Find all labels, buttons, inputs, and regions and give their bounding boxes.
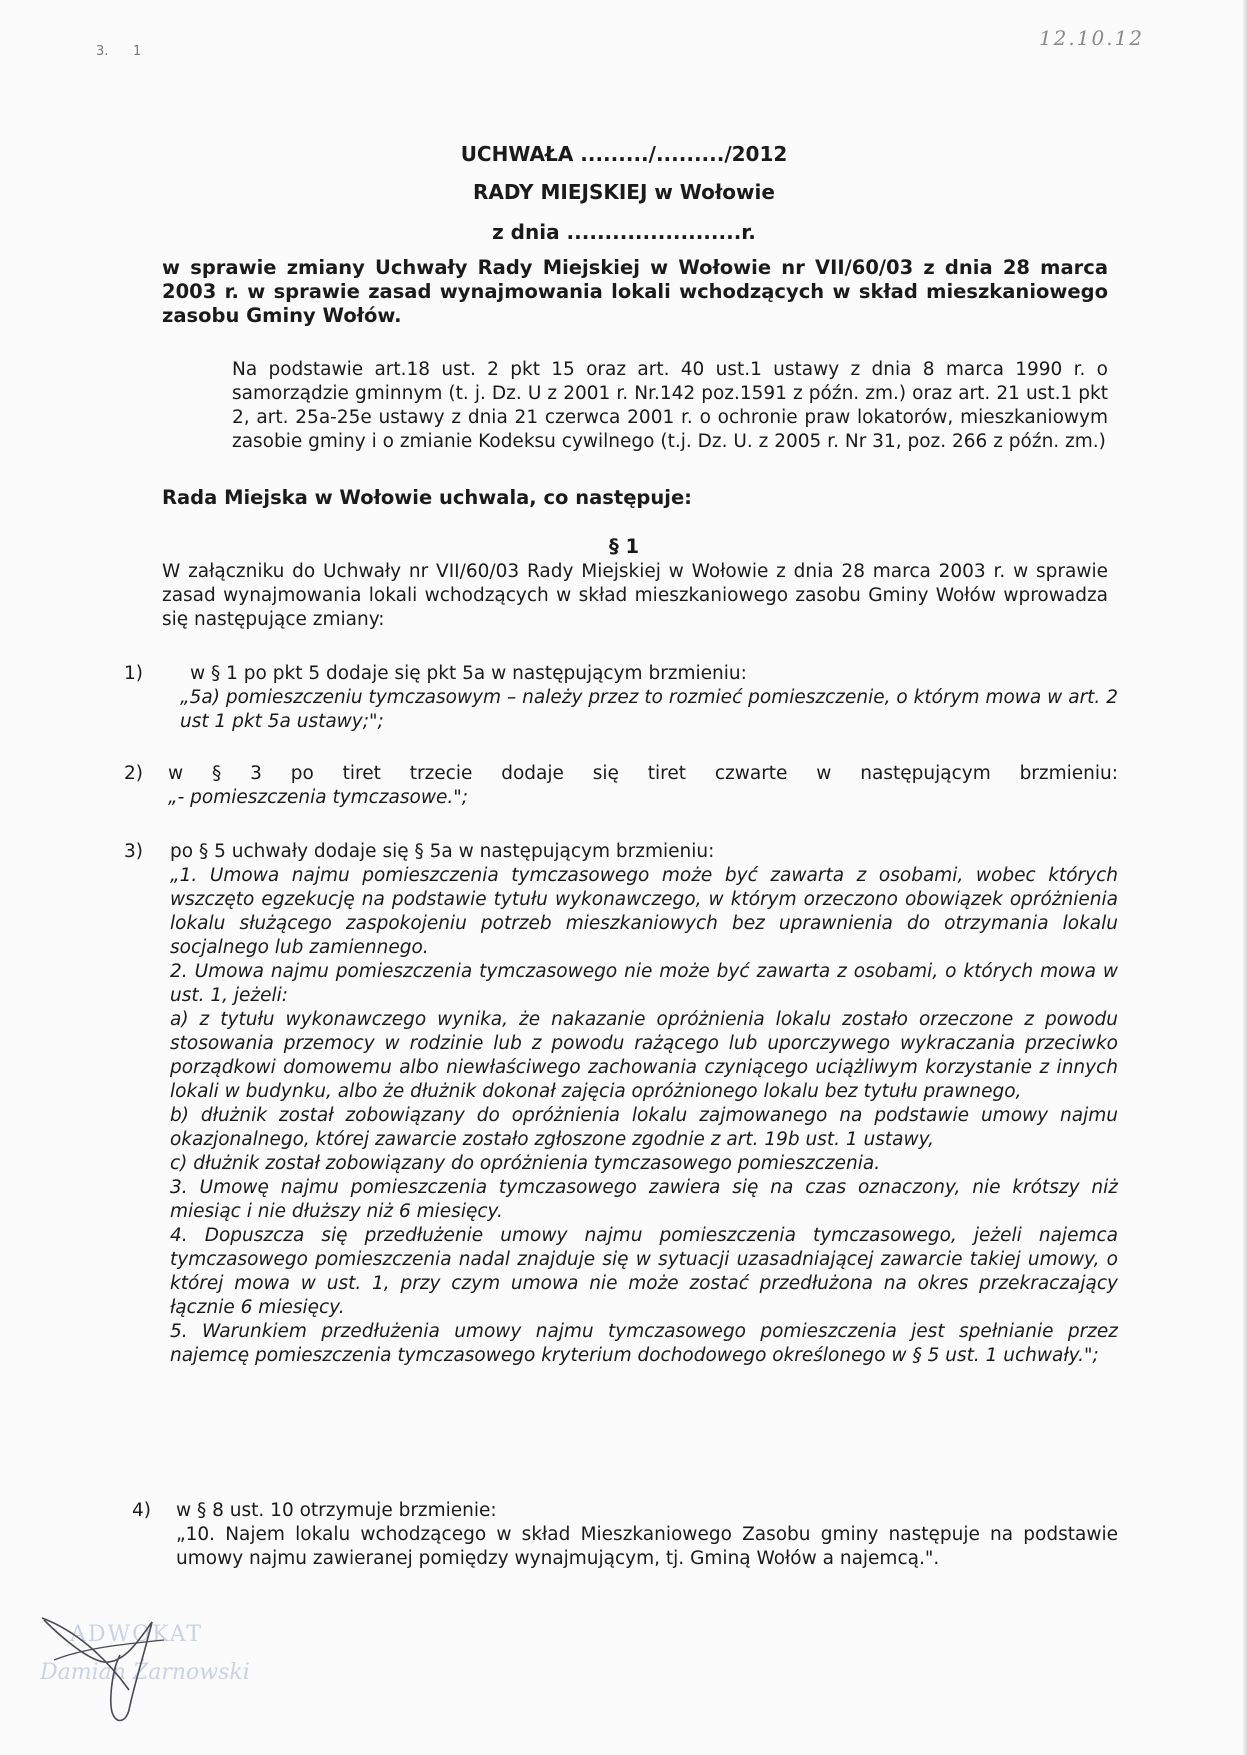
stamp-name: Damian Żarnowski [40, 1660, 250, 1685]
item-paragraph-1: „1. Umowa najmu pomieszczenia tymczasowego może być zawarta z osobami, wobec których wszczęto egzekucję na podstawie tytułu wykonawczego, w którym orzeczono obowiązek opróżnienia lokalu służącego zaspokojeniu potrzeb mieszkaniowych bez uprawnienia do otrzymania lokalu socjalnego lub zamiennego. [170, 865, 1118, 958]
item-quoted-text: „10. Najem lokalu wchodzącego w skład Mieszkaniowego Zasobu gminy następuje na podstawie umowy najmu zawieranej pomiędzy wynajmującym, tj. Gminą Wołów a najemcą.". [176, 1524, 1118, 1569]
legal-basis [162, 358, 1108, 454]
item-number: 3) [124, 841, 143, 862]
corner-mark-left: 3. [96, 44, 109, 59]
section-mark: § 1 [608, 535, 640, 558]
item-lead: po § 5 uchwały dodaje się § 5a w następującym brzmieniu: [170, 841, 715, 862]
corner-mark-right: 1 [133, 44, 142, 59]
resolution-number: UCHWAŁA ........./........./2012 [460, 142, 788, 166]
resolution-date: z dnia .......................r. [492, 220, 756, 244]
item-paragraph-2b: b) dłużnik został zobowiązany do opróżnienia lokalu zajmowanego na podstawie umowy najmu okazjonalnego, której zawarcie zostało zgłoszone zgodnie z art. 19b ust. 1 ustawy, [170, 1105, 1118, 1150]
item-lead: w § 8 ust. 10 otrzymuje brzmienie: [176, 1500, 497, 1521]
council-name: RADY MIEJSKIEJ w Wołowie [473, 180, 775, 204]
item-lead: w § 1 po pkt 5 dodaje się pkt 5a w następującym brzmieniu: [190, 663, 747, 684]
item-paragraph-2: 2. Umowa najmu pomieszczenia tymczasowego nie może być zawarta z osobami, o których mowa w ust. 1, jeżeli: [170, 961, 1118, 1006]
amendment-item-2 [124, 762, 1118, 810]
amendment-item-1 [124, 662, 1118, 734]
scan-edge [1242, 0, 1248, 1755]
item-body [170, 840, 1118, 1368]
item-paragraph-5: 5. Warunkiem przedłużenia umowy najmu tymczasowego pomieszczenia jest spełnianie przez najemcę pomieszczenia tymczasowego kryterium dochodowego określonego w § 5 ust. 1 uchwały."; [170, 1321, 1118, 1366]
item-paragraph-3: 3. Umowę najmu pomieszczenia tymczasowego zawiera się na czas oznaczony, nie krótszy niż miesiąc i nie dłuższy niż 6 miesięcy. [170, 1177, 1118, 1222]
item-paragraph-4: 4. Dopuszcza się przedłużenie umowy najmu pomieszczenia tymczasowego, jeżeli najemca tymczasowego pomieszczenia nadal znajduje się w sytuacji uzasadniającej zawarcie takiej umowy, o której mowa w ust. 1, przy czym umowa nie może zostać przedłużona na okres przekraczający łącznie 6 miesięcy. [170, 1225, 1118, 1318]
item-paragraph-2a: a) z tytułu wykonawczego wynika, że nakazanie opróżnienia lokalu zostało orzeczone z powodu stosowania przemocy w rodzinie lub z powodu rażącego lub uporczywego wykraczania przeciwko porządkowi domowemu albo niewłaściwego zachowania czyniącego uciążliwym korzystanie z innych lokali w budynku, albo że dłużnik dokonał zajęcia opróżnionego lokalu bez tytułu prawnego, [170, 1009, 1118, 1102]
item-quoted-text: „- pomieszczenia tymczasowe."; [168, 787, 468, 808]
item-lead: w § 3 po tiret trzecie dodaje się tiret czwarte w następującym brzmieniu: [168, 763, 1118, 784]
section-intro: W załączniku do Uchwały nr VII/60/03 Rady Miejskiej w Wołowie z dnia 28 marca 2003 r. w sprawie zasad wynajmowania lokali wchodzących w skład mieszkaniowego zasobu Gminy Wołów wprowadza się następujące zmiany: [162, 561, 1108, 630]
amendment-item-3 [124, 840, 1118, 1368]
amendment-item-4 [132, 1499, 1118, 1571]
item-number: 4) [132, 1500, 151, 1521]
item-paragraph-2c: c) dłużnik został zobowiązany do opróżnienia tymczasowego pomieszczenia. [170, 1153, 881, 1174]
item-number: 1) [124, 663, 143, 684]
item-body [168, 762, 1118, 810]
item-quoted-text: „5a) pomieszczeniu tymczasowym – należy przez to rozmieć pomieszczenie, o którym mowa w art. 2 ust 1 pkt 5a ustawy;"; [180, 687, 1118, 732]
resolution-subject: w sprawie zmiany Uchwały Rady Miejskiej w Wołowie nr VII/60/03 z dnia 28 marca 2003 r. w sprawie zasad wynajmowania lokali wchodzących w skład mieszkaniowego zasobu Gminy Wołów. [162, 256, 1108, 327]
handwritten-date: 12.10.12 [1038, 26, 1144, 50]
item-body [180, 662, 1118, 734]
item-number: 2) [124, 763, 143, 784]
stamp-title: ADWOKAT [70, 1622, 204, 1647]
legal-basis-text: Na podstawie art.18 ust. 2 pkt 15 oraz art. 40 ust.1 ustawy z dnia 8 marca 1990 r. o samorządzie gminnym (t. j. Dz. U z 2001 r. Nr.142 poz.1591 z późn. zm.) oraz art. 21 ust.1 pkt 2, art. 25a-25e ustawy z dnia 21 czerwca 2001 r. o ochronie praw lokatorów, mieszkaniowym zasobie gminy i o zmianie Kodeksu cywilnego (t.j. Dz. U. z 2005 r. Nr 31, poz. 266 z późn. zm.) [232, 359, 1108, 452]
item-body [176, 1499, 1118, 1571]
signature-icon [34, 1600, 204, 1730]
resolves-heading: Rada Miejska w Wołowie uchwala, co następuje: [162, 486, 692, 509]
